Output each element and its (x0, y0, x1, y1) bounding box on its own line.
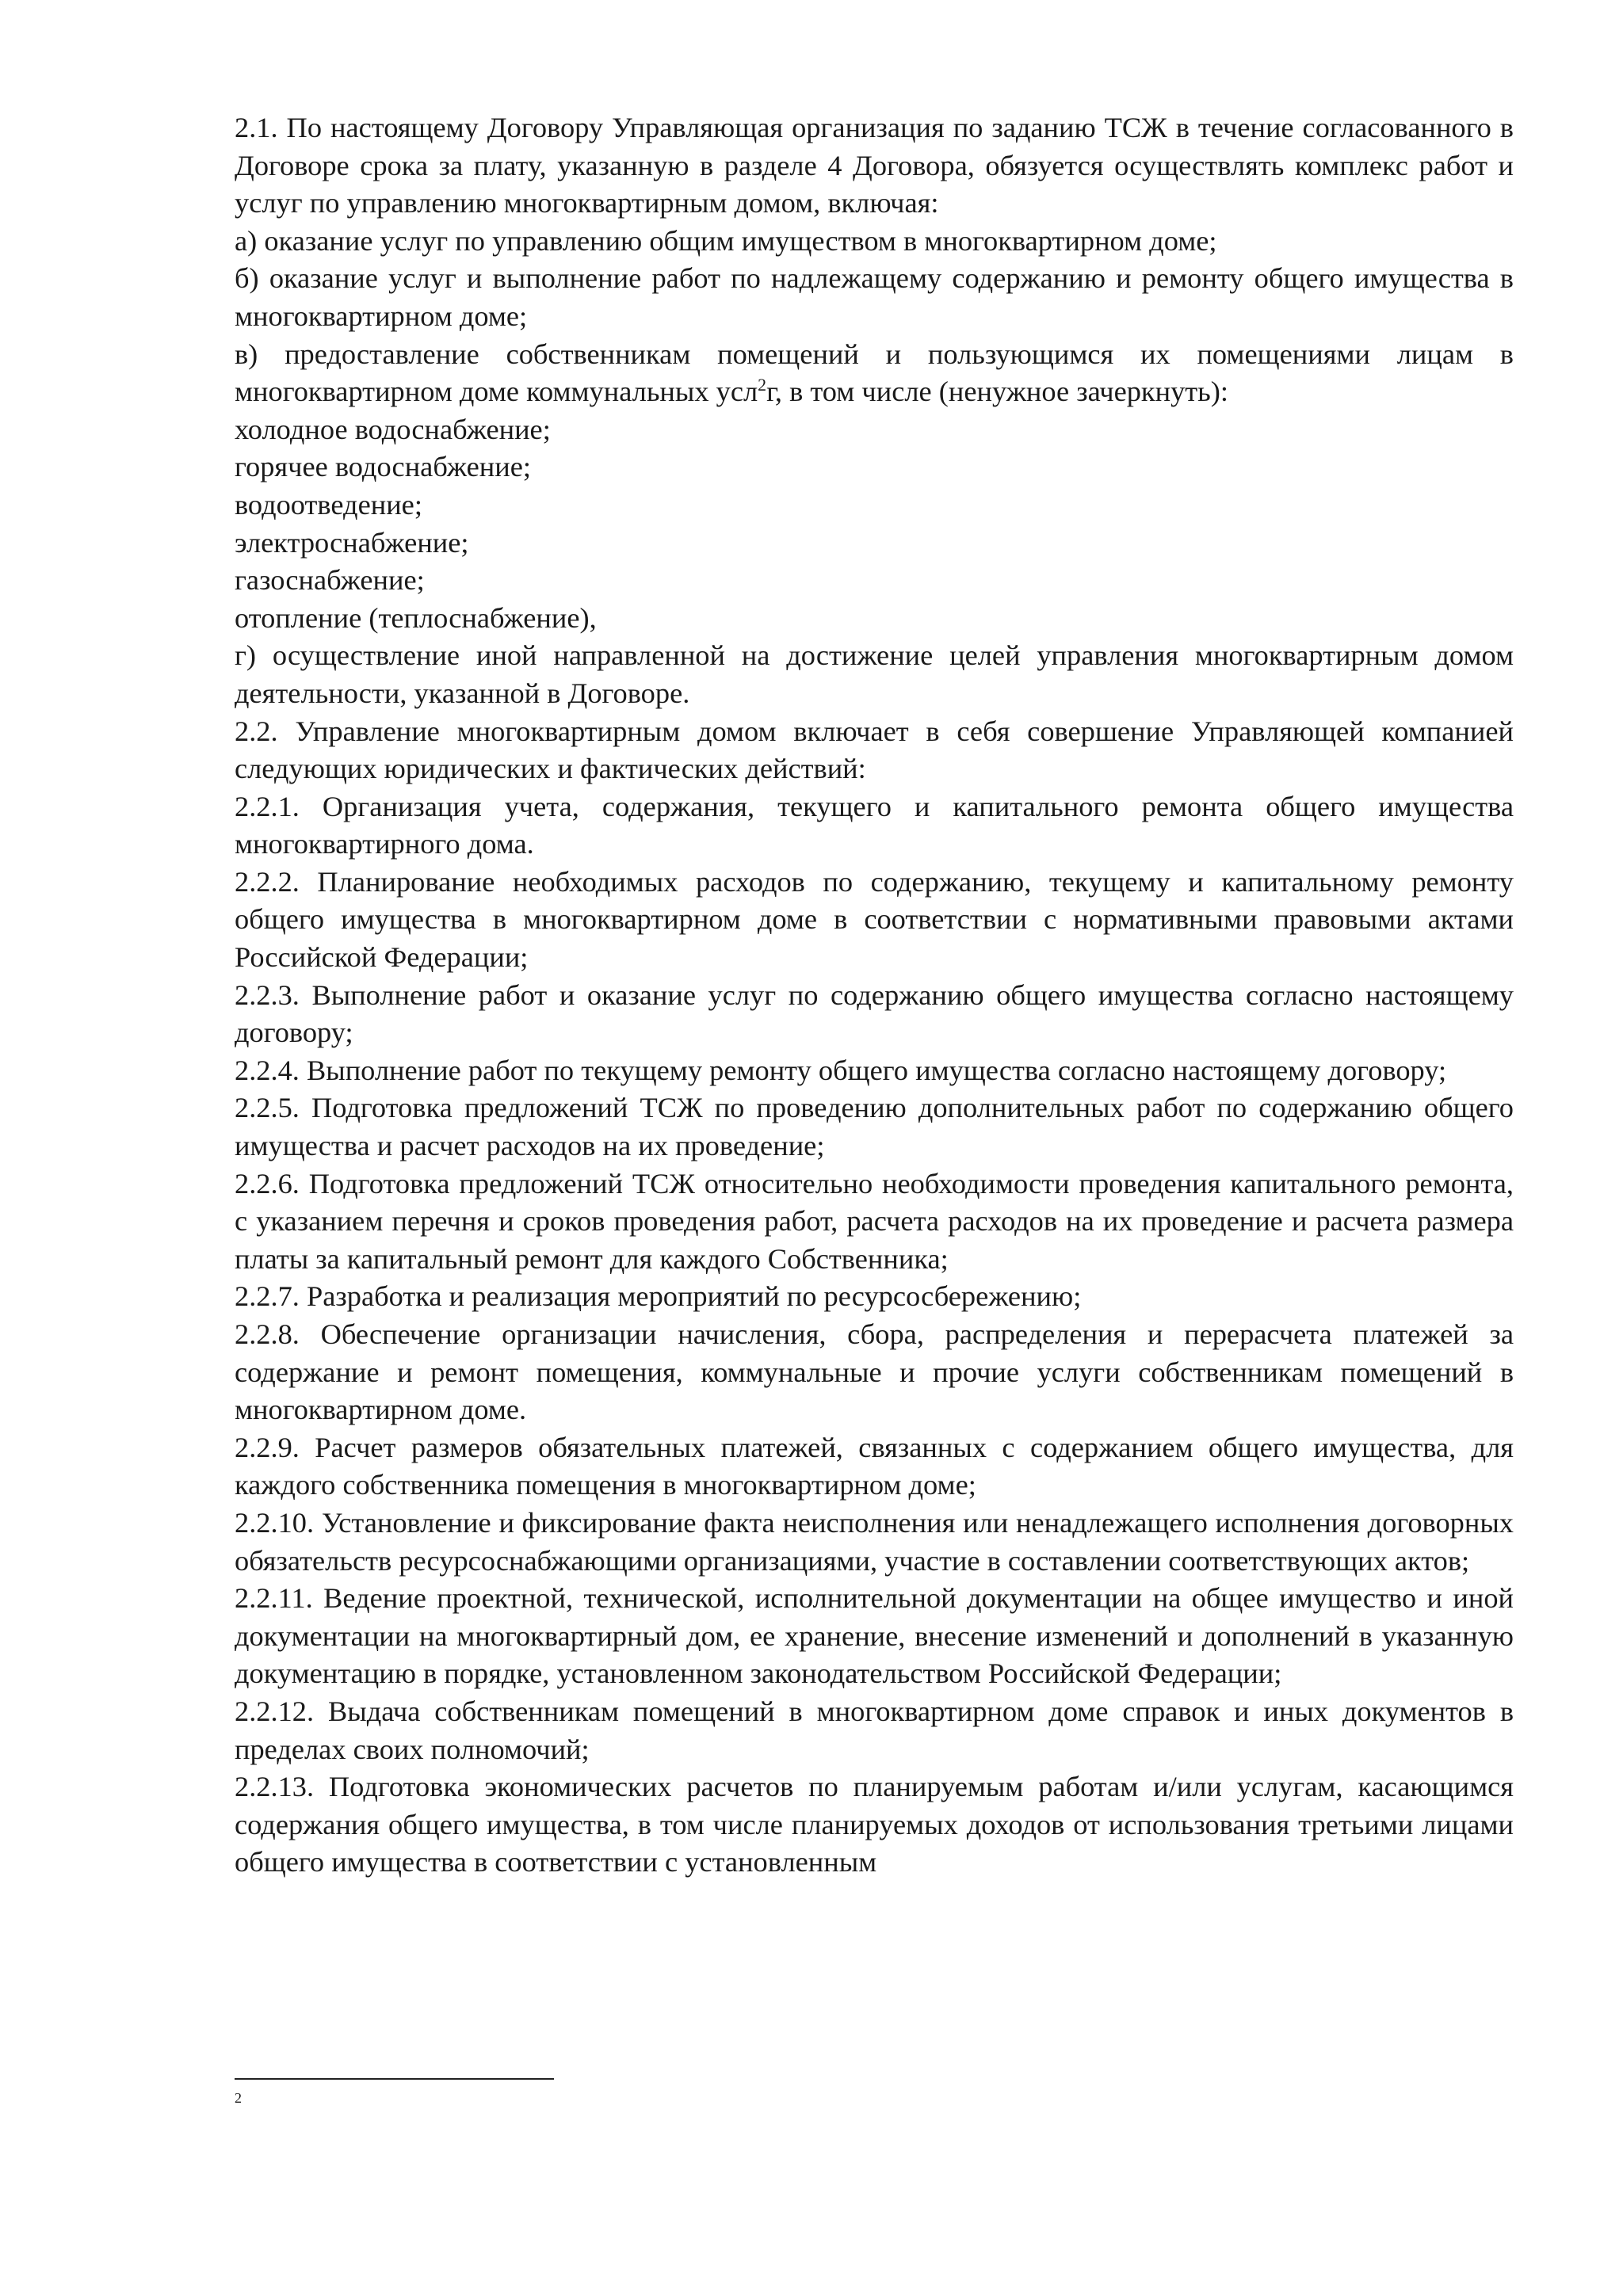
document-paragraph: 2.2.2. Планирование необходимых расходов по содержанию, текущему и капитальному ремонту общего имущества в многоквартирном доме в соответствии с нормативными правовыми актами Российской Федерации; (235, 865, 1514, 974)
document-paragraph: 2.2.4. Выполнение работ по текущему ремонту общего имущества согласно настоящему договору; (235, 1054, 1447, 1086)
footnote-separator (235, 2078, 554, 2080)
document-paragraph: водоотведение; (235, 488, 422, 521)
document-paragraph: 2.2.6. Подготовка предложений ТСЖ относительно необходимости проведения капитального ремонта, с указанием перечня и сроков проведения работ, расчета расходов на их проведение и расчета размера платы за капитальный ремонт для каждого Собственника; (235, 1167, 1514, 1275)
footnote-marker: 2 (235, 2090, 242, 2106)
paragraph-text: г, в том числе (ненужное зачеркнуть): (766, 376, 1229, 408)
document-paragraph: б) оказание услуг и выполнение работ по надлежащему содержанию и ремонту общего имущества в многоквартирном доме; (235, 262, 1514, 332)
document-paragraph: горячее водоснабжение; (235, 451, 531, 483)
document-paragraph: холодное водоснабжение; (235, 413, 551, 445)
document-paragraph: 2.2.5. Подготовка предложений ТСЖ по проведению дополнительных работ по содержанию общего имущества и расчет расходов на их проведение; (235, 1092, 1514, 1162)
footnote-reference: 2 (758, 376, 767, 395)
document-paragraph: а) оказание услуг по управлению общим имуществом в многоквартирном доме; (235, 224, 1217, 257)
document-paragraph (235, 336, 1514, 411)
document-paragraph: 2.2.13. Подготовка экономических расчетов по планируемым работам и/или услугам, касающимся содержания общего имущества, в том числе планируемых доходов от использования третьими лицами общего имущества в соответствии с установленным (235, 1771, 1514, 1878)
document-paragraph: электроснабжение; (235, 526, 469, 559)
document-paragraph: г) осуществление иной направленной на достижение целей управления многоквартирным домом деятельности, указанной в Договоре. (235, 639, 1514, 709)
document-paragraph: 2.1. По настоящему Договору Управляющая организация по заданию ТСЖ в течение согласованного в Договоре срока за плату, указанную в разделе 4 Договора, обязуется осуществлять комплекс работ и услуг по управлению многоквартирным домом, включая: (235, 112, 1514, 219)
document-paragraph: 2.2.10. Установление и фиксирование факта неисполнения или ненадлежащего исполнения договорных обязательств ресурсоснабжающими организациями, участие в составлении соответствующих актов; (235, 1506, 1514, 1577)
document-paragraph: отопление (теплоснабжение), (235, 601, 597, 634)
document-paragraph: 2.2.8. Обеспечение организации начисления, сбора, распределения и перерасчета платежей за содержание и ремонт помещения, коммунальные и прочие услуги собственникам помещений в многоквартирном доме. (235, 1318, 1514, 1426)
document-paragraph: 2.2. Управление многоквартирным домом включает в себя совершение Управляющей компанией следующих юридических и фактических действий: (235, 715, 1514, 785)
document-paragraph: 2.2.3. Выполнение работ и оказание услуг по содержанию общего имущества согласно настоящему договору; (235, 978, 1514, 1049)
document-paragraph: 2.2.11. Ведение проектной, технической, исполнительной документации на общее имущество и иной документации на многоквартирный дом, ее хранение, внесение изменений и дополнений в указанную документацию в порядке, установленном законодательством Российской Федерации; (235, 1582, 1514, 1690)
document-paragraph: 2.2.9. Расчет размеров обязательных платежей, связанных с содержанием общего имущества, для каждого собственника помещения в многоквартирном доме; (235, 1431, 1514, 1501)
document-paragraph: газоснабжение; (235, 564, 425, 597)
document-paragraph: 2.2.7. Разработка и реализация мероприятий по ресурсосбережению; (235, 1280, 1082, 1313)
paragraph-text: в) предоставление собственникам помещений и пользующимся их помещениями лицам в многоквартирном доме коммунальных усл (235, 338, 1514, 408)
document-body (235, 109, 1514, 1882)
document-paragraph: 2.2.1. Организация учета, содержания, текущего и капитального ремонта общего имущества многоквартирного дома. (235, 790, 1514, 860)
document-paragraph: 2.2.12. Выдача собственникам помещений в многоквартирном доме справок и иных документов в пределах своих полномочий; (235, 1695, 1514, 1765)
